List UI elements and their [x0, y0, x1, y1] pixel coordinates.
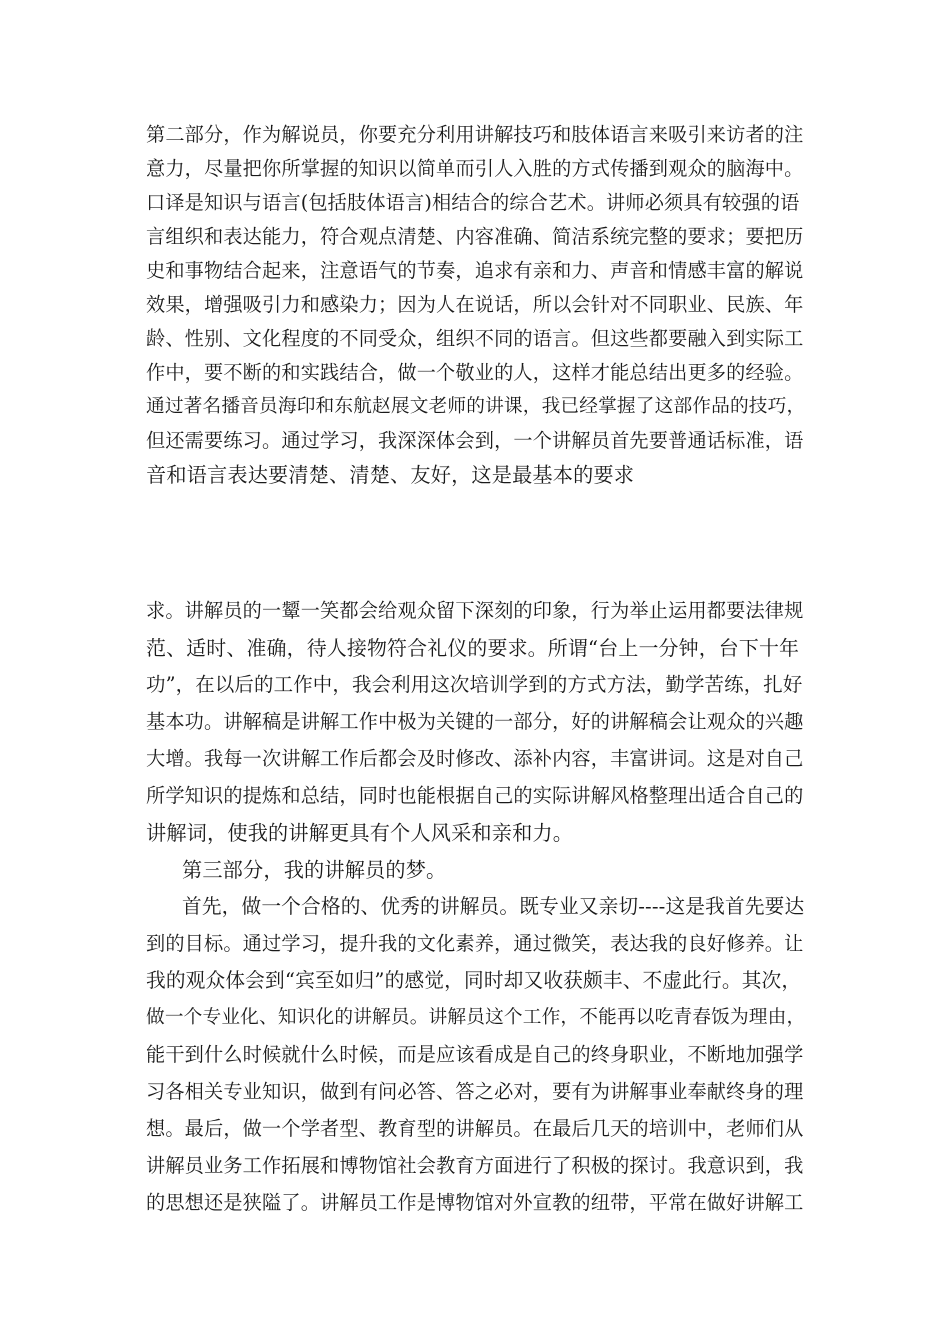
text-line: 能干到什么时候就什么时候，而是应该看成是自己的终身职业，不断地加强学: [146, 1043, 804, 1066]
text-line: 言组织和表达能力，符合观点清楚、内容准确、简洁系统完整的要求；要把历: [146, 225, 804, 248]
text-line: 意力，尽量把你所掌握的知识以简单而引人入胜的方式传播到观众的脑海中。: [146, 157, 804, 180]
text-line: 龄、性别、文化程度的不同受众，组织不同的语言。但这些都要融入到实际工: [146, 327, 804, 350]
text-line: 首先，做一个合格的、优秀的讲解员。既专业又亲切----这是我首先要达: [182, 895, 805, 918]
text-line: 习各相关专业知识，做到有问必答、答之必对，要有为讲解事业奉献终身的理: [146, 1080, 804, 1103]
text-line: 我的观众体会到“宾至如归”的感觉，同时却又收获颇丰、不虚此行。其次，: [146, 969, 802, 992]
text-line: 第二部分，作为解说员，你要充分利用讲解技巧和肢体语言来吸引来访者的注: [146, 123, 804, 146]
text-line: 到的目标。通过学习，提升我的文化素养，通过微笑，表达我的良好修养。让: [146, 932, 804, 955]
text-line: 大增。我每一次讲解工作后都会及时修改、添补内容，丰富讲词。这是对自己: [146, 747, 804, 770]
section-heading: 第三部分，我的讲解员的梦。: [182, 858, 447, 882]
text-line: 史和事物结合起来，注意语气的节奏，追求有亲和力、声音和情感丰富的解说: [146, 259, 804, 282]
text-line: 所学知识的提炼和总结，同时也能根据自己的实际讲解风格整理出适合自己的: [146, 784, 804, 807]
text-line: 功”，在以后的工作中，我会利用这次培训学到的方式方法，勤学苦练，扎好: [146, 673, 803, 696]
text-line: 通过著名播音员海印和东航赵展文老师的讲课，我已经掌握了这部作品的技巧，: [146, 396, 806, 417]
text-line: 想。最后，做一个学者型、教育型的讲解员。在最后几天的培训中，老师们从: [146, 1117, 804, 1140]
text-line: 作中，要不断的和实践结合，做一个敬业的人，这样才能总结出更多的经验。: [146, 361, 804, 384]
text-line: 但还需要练习。通过学习，我深深体会到，一个讲解员首先要普通话标准，语: [146, 429, 804, 452]
text-line: 效果，增强吸引力和感染力；因为人在说话，所以会针对不同职业、民族、年: [146, 293, 804, 316]
text-line: 的思想还是狭隘了。讲解员工作是博物馆对外宣教的纽带，平常在做好讲解工: [146, 1191, 804, 1214]
text-line: 求。讲解员的一颦一笑都会给观众留下深刻的印象，行为举止运用都要法律规: [146, 599, 804, 622]
text-line: 口译是知识与语言(包括肢体语言)相结合的综合艺术。讲师必须具有较强的语: [146, 191, 800, 214]
text-line: 讲解词，使我的讲解更具有个人风采和亲和力。: [146, 821, 574, 845]
text-line: 范、适时、准确，待人接物符合礼仪的要求。所谓“台上一分钟，台下十年: [146, 636, 800, 660]
text-line: 讲解员业务工作拓展和博物馆社会教育方面进行了积极的探讨。我意识到，我: [146, 1154, 804, 1177]
text-line: 做一个专业化、知识化的讲解员。讲解员这个工作，不能再以吃青春饭为理由，: [146, 1007, 806, 1028]
text-line: 音和语言表达要清楚、清楚、友好，这是最基本的要求: [146, 463, 635, 487]
text-line: 基本功。讲解稿是讲解工作中极为关键的一部分，好的讲解稿会让观众的兴趣: [146, 710, 804, 733]
